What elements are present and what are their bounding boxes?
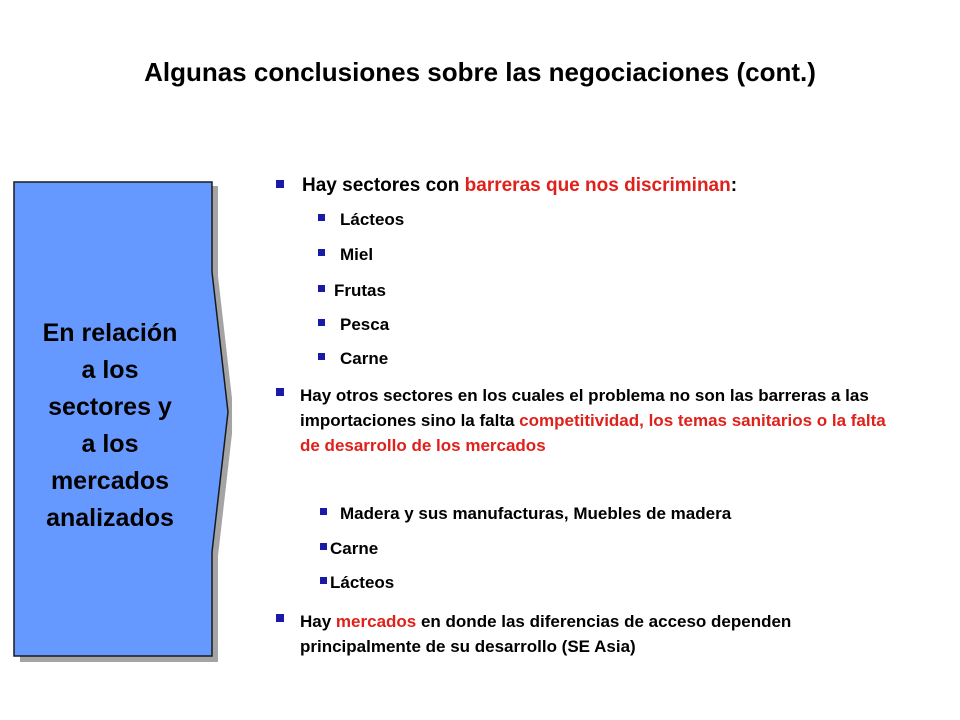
sub-bullet-square-icon: [320, 508, 327, 515]
sub-bullet-text: Carne: [340, 349, 389, 368]
sub-bullet-text: Lácteos: [340, 210, 405, 229]
text-segment: Hay sectores con: [302, 175, 465, 196]
sub-bullet-square-icon: [320, 577, 327, 584]
slide-title: Algunas conclusiones sobre las negociaciones (cont.): [144, 57, 816, 87]
panel-line: sectores y: [48, 393, 172, 421]
category-panel: [12, 180, 232, 662]
panel-line: En relación: [42, 319, 178, 347]
panel-line: a los: [81, 356, 139, 384]
bullet-square-icon: [276, 614, 284, 622]
panel-line: analizados: [46, 504, 174, 532]
sub-bullet-square-icon: [318, 249, 325, 256]
sub-bullet-square-icon: [318, 353, 325, 360]
text-segment: en donde las diferencias de acceso dependen principalmente de su desarrollo (SE Asia): [300, 612, 792, 656]
sub-bullet-text: Pesca: [340, 315, 390, 334]
highlight-segment: mercados: [335, 612, 417, 631]
bullet-square-icon: [276, 388, 284, 396]
highlight-segment: competitividad, los temas sanitarios o la falta de desarrollo de los mercados: [300, 411, 886, 455]
text-segment: Hay otros sectores en los cuales el problema no son las barreras a las importaciones sino la falta: [300, 386, 869, 430]
sub-bullet-square-icon: [320, 543, 327, 550]
text-segment: :: [730, 175, 738, 196]
sub-bullet-square-icon: [318, 214, 325, 221]
sub-bullet-text: Miel: [340, 245, 374, 264]
panel-line: a los: [81, 430, 139, 458]
sub-bullet-text: Carne: [330, 539, 379, 558]
text-segment: Hay: [300, 612, 336, 631]
bullet-square-icon: [276, 180, 284, 188]
bullet-text: [300, 609, 890, 659]
bullet-text: [302, 175, 737, 197]
panel-line: mercados: [50, 467, 170, 495]
panel-label: [16, 315, 204, 537]
highlight-segment: barreras que nos discriminan: [464, 175, 731, 196]
sub-bullet-text: Madera y sus manufacturas, Muebles de madera: [340, 504, 732, 523]
sub-bullet-square-icon: [318, 319, 325, 326]
sub-bullet-text: Lácteos: [330, 573, 395, 592]
bullet-text: [300, 383, 890, 458]
sub-bullet-text: Frutas: [334, 281, 386, 300]
sub-bullet-square-icon: [318, 285, 325, 292]
